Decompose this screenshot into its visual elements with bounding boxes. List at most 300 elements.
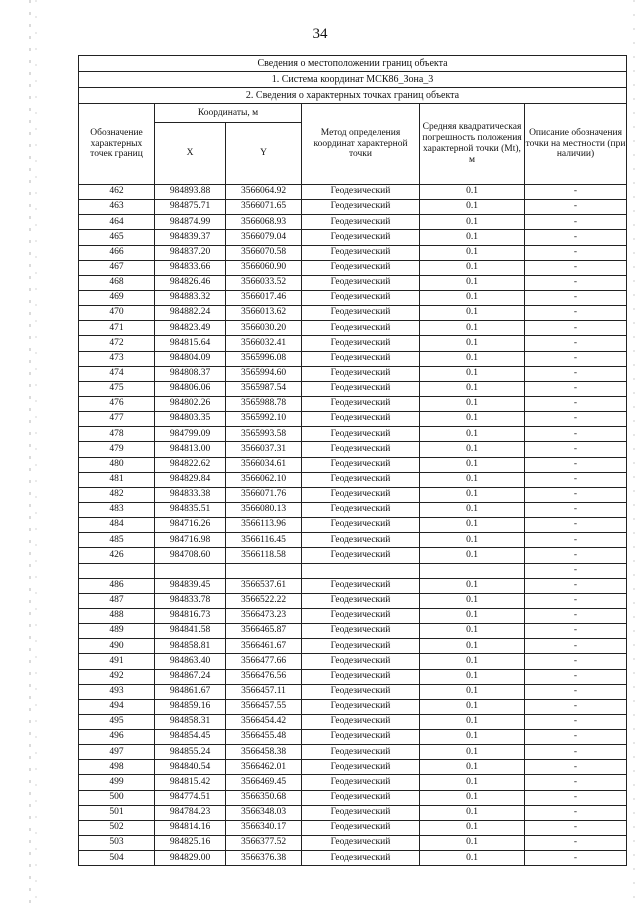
accuracy-cell: 0.1: [420, 533, 525, 548]
method-cell: Геодезический: [302, 487, 420, 502]
description-cell: -: [525, 381, 627, 396]
table-row: [79, 608, 627, 623]
table-body: [79, 185, 627, 866]
table-row: [79, 185, 627, 200]
y-coordinate-cell: 3566457.55: [226, 699, 302, 714]
x-coordinate-cell: 984815.42: [155, 775, 226, 790]
x-coordinate-cell: 984808.37: [155, 366, 226, 381]
y-coordinate-cell: 3566455.48: [226, 730, 302, 745]
description-cell: -: [525, 230, 627, 245]
description-cell: -: [525, 790, 627, 805]
y-coordinate-cell: 3566079.04: [226, 230, 302, 245]
description-cell: -: [525, 654, 627, 669]
point-id-cell: 503: [79, 836, 155, 851]
point-id-cell: 481: [79, 472, 155, 487]
accuracy-cell: 0.1: [420, 518, 525, 533]
method-cell: Геодезический: [302, 275, 420, 290]
accuracy-cell: 0.1: [420, 260, 525, 275]
accuracy-cell: [420, 563, 525, 578]
point-id-cell: 498: [79, 760, 155, 775]
y-coordinate-cell: 3566476.56: [226, 669, 302, 684]
x-coordinate-cell: 984861.67: [155, 684, 226, 699]
description-cell: -: [525, 472, 627, 487]
accuracy-cell: 0.1: [420, 336, 525, 351]
point-id-cell: 426: [79, 548, 155, 563]
table-row: [79, 502, 627, 517]
x-coordinate-cell: 984822.62: [155, 457, 226, 472]
y-coordinate-cell: 3566348.03: [226, 805, 302, 820]
y-coordinate-cell: 3566350.68: [226, 790, 302, 805]
accuracy-cell: 0.1: [420, 699, 525, 714]
y-coordinate-cell: 3566537.61: [226, 578, 302, 593]
x-coordinate-cell: 984893.88: [155, 185, 226, 200]
y-coordinate-cell: 3566457.11: [226, 684, 302, 699]
description-cell: -: [525, 775, 627, 790]
accuracy-cell: 0.1: [420, 487, 525, 502]
x-coordinate-cell: 984813.00: [155, 442, 226, 457]
description-cell: -: [525, 260, 627, 275]
point-id-cell: 486: [79, 578, 155, 593]
accuracy-cell: 0.1: [420, 245, 525, 260]
accuracy-cell: 0.1: [420, 472, 525, 487]
accuracy-cell: 0.1: [420, 230, 525, 245]
description-cell: -: [525, 427, 627, 442]
y-coordinate-cell: 3566064.92: [226, 185, 302, 200]
description-cell: -: [525, 321, 627, 336]
point-id-cell: 464: [79, 215, 155, 230]
point-id-cell: 462: [79, 185, 155, 200]
description-cell: -: [525, 669, 627, 684]
accuracy-cell: 0.1: [420, 548, 525, 563]
point-id-cell: 476: [79, 396, 155, 411]
method-cell: Геодезический: [302, 730, 420, 745]
accuracy-cell: 0.1: [420, 669, 525, 684]
point-id-cell: 465: [79, 230, 155, 245]
description-cell: -: [525, 275, 627, 290]
x-coordinate-cell: 984833.66: [155, 260, 226, 275]
x-coordinate-cell: 984708.60: [155, 548, 226, 563]
table-row: [79, 260, 627, 275]
method-cell: Геодезический: [302, 851, 420, 866]
description-cell: -: [525, 185, 627, 200]
description-cell: -: [525, 487, 627, 502]
method-cell: Геодезический: [302, 760, 420, 775]
description-cell: -: [525, 548, 627, 563]
point-id-cell: 482: [79, 487, 155, 502]
accuracy-cell: 0.1: [420, 306, 525, 321]
table-row: [79, 351, 627, 366]
table-row: [79, 654, 627, 669]
x-coordinate-cell: 984814.16: [155, 820, 226, 835]
y-coordinate-cell: 3566454.42: [226, 714, 302, 729]
accuracy-cell: 0.1: [420, 275, 525, 290]
point-id-cell: 502: [79, 820, 155, 835]
x-coordinate-cell: 984882.24: [155, 306, 226, 321]
point-id-cell: 467: [79, 260, 155, 275]
table-row: [79, 851, 627, 866]
point-id-cell: 473: [79, 351, 155, 366]
y-coordinate-cell: 3566458.38: [226, 745, 302, 760]
point-id-cell: 484: [79, 518, 155, 533]
table-row: [79, 321, 627, 336]
table-row: [79, 624, 627, 639]
description-cell: -: [525, 215, 627, 230]
point-id-cell: 487: [79, 593, 155, 608]
y-coordinate-cell: 3566032.41: [226, 336, 302, 351]
description-cell: -: [525, 563, 627, 578]
method-cell: Геодезический: [302, 336, 420, 351]
x-coordinate-cell: 984883.32: [155, 290, 226, 305]
method-cell: Геодезический: [302, 457, 420, 472]
x-coordinate-cell: 984835.51: [155, 502, 226, 517]
method-cell: Геодезический: [302, 381, 420, 396]
method-cell: Геодезический: [302, 790, 420, 805]
header-x: X: [155, 123, 226, 185]
table-row: [79, 487, 627, 502]
description-cell: -: [525, 366, 627, 381]
point-id-cell: 469: [79, 290, 155, 305]
table-title: Сведения о местоположении границ объекта: [79, 56, 627, 72]
x-coordinate-cell: 984855.24: [155, 745, 226, 760]
coordinate-system-title: 1. Система координат МСК86_Зона_3: [79, 72, 627, 88]
y-coordinate-cell: 3565994.60: [226, 366, 302, 381]
method-cell: Геодезический: [302, 230, 420, 245]
x-coordinate-cell: 984874.99: [155, 215, 226, 230]
y-coordinate-cell: 3566473.23: [226, 608, 302, 623]
accuracy-cell: 0.1: [420, 215, 525, 230]
header-method: Метод определения координат характерной точки: [302, 104, 420, 185]
x-coordinate-cell: 984841.58: [155, 624, 226, 639]
y-coordinate-cell: 3566461.67: [226, 639, 302, 654]
method-cell: [302, 563, 420, 578]
x-coordinate-cell: 984858.81: [155, 639, 226, 654]
table-row: [79, 563, 627, 578]
point-id-cell: 491: [79, 654, 155, 669]
table-row: [79, 533, 627, 548]
method-cell: Геодезический: [302, 548, 420, 563]
y-coordinate-cell: 3566017.46: [226, 290, 302, 305]
description-cell: -: [525, 351, 627, 366]
table-row: [79, 518, 627, 533]
description-cell: -: [525, 714, 627, 729]
table-row: [79, 745, 627, 760]
method-cell: Геодезический: [302, 593, 420, 608]
y-coordinate-cell: 3566113.96: [226, 518, 302, 533]
header-coordinates: Координаты, м: [155, 104, 302, 123]
boundary-points-table-wrap: [78, 55, 626, 866]
point-id-cell: 470: [79, 306, 155, 321]
accuracy-cell: 0.1: [420, 639, 525, 654]
x-coordinate-cell: 984840.54: [155, 760, 226, 775]
y-coordinate-cell: 3566030.20: [226, 321, 302, 336]
table-row: [79, 775, 627, 790]
x-coordinate-cell: 984826.46: [155, 275, 226, 290]
description-cell: -: [525, 639, 627, 654]
method-cell: Геодезический: [302, 396, 420, 411]
point-id-cell: 496: [79, 730, 155, 745]
x-coordinate-cell: 984859.16: [155, 699, 226, 714]
description-cell: -: [525, 608, 627, 623]
method-cell: Геодезический: [302, 775, 420, 790]
x-coordinate-cell: 984854.45: [155, 730, 226, 745]
point-id-cell: 472: [79, 336, 155, 351]
table-row: [79, 442, 627, 457]
table-row: [79, 760, 627, 775]
table-row: [79, 290, 627, 305]
point-id-cell: 489: [79, 624, 155, 639]
accuracy-cell: 0.1: [420, 200, 525, 215]
y-coordinate-cell: 3566465.87: [226, 624, 302, 639]
description-cell: -: [525, 593, 627, 608]
point-id-cell: 475: [79, 381, 155, 396]
method-cell: Геодезический: [302, 684, 420, 699]
table-row: [79, 730, 627, 745]
method-cell: Геодезический: [302, 714, 420, 729]
y-coordinate-cell: 3566062.10: [226, 472, 302, 487]
table-row: [79, 669, 627, 684]
table-row: [79, 639, 627, 654]
description-cell: -: [525, 412, 627, 427]
method-cell: Геодезический: [302, 502, 420, 517]
method-cell: Геодезический: [302, 260, 420, 275]
x-coordinate-cell: 984867.24: [155, 669, 226, 684]
accuracy-cell: 0.1: [420, 457, 525, 472]
description-cell: -: [525, 684, 627, 699]
x-coordinate-cell: [155, 563, 226, 578]
method-cell: Геодезический: [302, 412, 420, 427]
table-row: [79, 412, 627, 427]
description-cell: -: [525, 760, 627, 775]
point-id-cell: 485: [79, 533, 155, 548]
method-cell: Геодезический: [302, 669, 420, 684]
y-coordinate-cell: 3565987.54: [226, 381, 302, 396]
description-cell: -: [525, 699, 627, 714]
table-row: [79, 805, 627, 820]
method-cell: Геодезический: [302, 805, 420, 820]
y-coordinate-cell: 3566033.52: [226, 275, 302, 290]
method-cell: Геодезический: [302, 745, 420, 760]
y-coordinate-cell: 3566477.66: [226, 654, 302, 669]
accuracy-cell: 0.1: [420, 185, 525, 200]
accuracy-cell: 0.1: [420, 654, 525, 669]
table-row: [79, 200, 627, 215]
accuracy-cell: 0.1: [420, 290, 525, 305]
y-coordinate-cell: 3566071.65: [226, 200, 302, 215]
point-id-cell: 495: [79, 714, 155, 729]
description-cell: -: [525, 442, 627, 457]
accuracy-cell: 0.1: [420, 396, 525, 411]
accuracy-cell: 0.1: [420, 836, 525, 851]
table-row: [79, 275, 627, 290]
x-coordinate-cell: 984875.71: [155, 200, 226, 215]
y-coordinate-cell: 3566340.17: [226, 820, 302, 835]
point-id-cell: 483: [79, 502, 155, 517]
table-row: [79, 714, 627, 729]
y-coordinate-cell: 3566080.13: [226, 502, 302, 517]
y-coordinate-cell: 3565988.78: [226, 396, 302, 411]
point-id-cell: 474: [79, 366, 155, 381]
description-cell: -: [525, 518, 627, 533]
point-id-cell: 493: [79, 684, 155, 699]
x-coordinate-cell: 984799.09: [155, 427, 226, 442]
y-coordinate-cell: [226, 563, 302, 578]
y-coordinate-cell: 3566071.76: [226, 487, 302, 502]
y-coordinate-cell: 3566037.31: [226, 442, 302, 457]
table-row: [79, 472, 627, 487]
method-cell: Геодезический: [302, 836, 420, 851]
x-coordinate-cell: 984839.45: [155, 578, 226, 593]
point-id-cell: 499: [79, 775, 155, 790]
table-row: [79, 336, 627, 351]
table-row: [79, 396, 627, 411]
description-cell: -: [525, 336, 627, 351]
description-cell: -: [525, 851, 627, 866]
y-coordinate-cell: 3566070.58: [226, 245, 302, 260]
accuracy-cell: 0.1: [420, 714, 525, 729]
boundary-points-table: [78, 55, 627, 866]
method-cell: Геодезический: [302, 608, 420, 623]
x-coordinate-cell: 984774.51: [155, 790, 226, 805]
table-row: [79, 578, 627, 593]
description-cell: -: [525, 457, 627, 472]
point-id-cell: 480: [79, 457, 155, 472]
accuracy-cell: 0.1: [420, 427, 525, 442]
accuracy-cell: 0.1: [420, 381, 525, 396]
table-row: [79, 245, 627, 260]
point-id-cell: 501: [79, 805, 155, 820]
accuracy-cell: 0.1: [420, 442, 525, 457]
accuracy-cell: 0.1: [420, 851, 525, 866]
y-coordinate-cell: 3566377.52: [226, 836, 302, 851]
method-cell: Геодезический: [302, 321, 420, 336]
x-coordinate-cell: 984815.64: [155, 336, 226, 351]
accuracy-cell: 0.1: [420, 366, 525, 381]
accuracy-cell: 0.1: [420, 760, 525, 775]
description-cell: -: [525, 290, 627, 305]
method-cell: Геодезический: [302, 654, 420, 669]
header-description: Описание обозначения точки на местности (при наличии): [525, 104, 627, 185]
description-cell: -: [525, 578, 627, 593]
point-id-cell: 477: [79, 412, 155, 427]
point-id-cell: 494: [79, 699, 155, 714]
x-coordinate-cell: 984833.38: [155, 487, 226, 502]
y-coordinate-cell: 3566462.01: [226, 760, 302, 775]
accuracy-cell: 0.1: [420, 412, 525, 427]
table-row: [79, 593, 627, 608]
point-id-cell: 492: [79, 669, 155, 684]
accuracy-cell: 0.1: [420, 790, 525, 805]
description-cell: -: [525, 624, 627, 639]
method-cell: Геодезический: [302, 442, 420, 457]
accuracy-cell: 0.1: [420, 578, 525, 593]
method-cell: Геодезический: [302, 245, 420, 260]
description-cell: -: [525, 200, 627, 215]
method-cell: Геодезический: [302, 215, 420, 230]
x-coordinate-cell: 984803.35: [155, 412, 226, 427]
table-row: [79, 366, 627, 381]
x-coordinate-cell: 984833.78: [155, 593, 226, 608]
description-cell: -: [525, 745, 627, 760]
y-coordinate-cell: 3566116.45: [226, 533, 302, 548]
y-coordinate-cell: 3566118.58: [226, 548, 302, 563]
x-coordinate-cell: 984825.16: [155, 836, 226, 851]
point-id-cell: 504: [79, 851, 155, 866]
x-coordinate-cell: 984806.06: [155, 381, 226, 396]
x-coordinate-cell: 984816.73: [155, 608, 226, 623]
table-row: [79, 230, 627, 245]
method-cell: Геодезический: [302, 290, 420, 305]
y-coordinate-cell: 3566013.62: [226, 306, 302, 321]
y-coordinate-cell: 3566376.38: [226, 851, 302, 866]
method-cell: Геодезический: [302, 639, 420, 654]
table-row: [79, 457, 627, 472]
y-coordinate-cell: 3565992.10: [226, 412, 302, 427]
method-cell: Геодезический: [302, 185, 420, 200]
accuracy-cell: 0.1: [420, 593, 525, 608]
accuracy-cell: 0.1: [420, 608, 525, 623]
x-coordinate-cell: 984829.84: [155, 472, 226, 487]
description-cell: -: [525, 820, 627, 835]
point-id-cell: [79, 563, 155, 578]
description-cell: -: [525, 730, 627, 745]
point-id-cell: 463: [79, 200, 155, 215]
y-coordinate-cell: 3566068.93: [226, 215, 302, 230]
table-row: [79, 427, 627, 442]
y-coordinate-cell: 3565993.58: [226, 427, 302, 442]
x-coordinate-cell: 984804.09: [155, 351, 226, 366]
method-cell: Геодезический: [302, 578, 420, 593]
table-row: [79, 215, 627, 230]
method-cell: Геодезический: [302, 699, 420, 714]
accuracy-cell: 0.1: [420, 624, 525, 639]
table-row: [79, 790, 627, 805]
method-cell: Геодезический: [302, 351, 420, 366]
description-cell: -: [525, 245, 627, 260]
table-row: [79, 548, 627, 563]
y-coordinate-cell: 3566522.22: [226, 593, 302, 608]
accuracy-cell: 0.1: [420, 351, 525, 366]
header-accuracy: Средняя квадратическая погрешность положения характерной точки (Mt), м: [420, 104, 525, 185]
method-cell: Геодезический: [302, 472, 420, 487]
method-cell: Геодезический: [302, 533, 420, 548]
y-coordinate-cell: 3566034.61: [226, 457, 302, 472]
accuracy-cell: 0.1: [420, 502, 525, 517]
method-cell: Геодезический: [302, 427, 420, 442]
accuracy-cell: 0.1: [420, 730, 525, 745]
x-coordinate-cell: 984839.37: [155, 230, 226, 245]
accuracy-cell: 0.1: [420, 745, 525, 760]
y-coordinate-cell: 3566060.90: [226, 260, 302, 275]
point-id-cell: 466: [79, 245, 155, 260]
accuracy-cell: 0.1: [420, 775, 525, 790]
x-coordinate-cell: 984858.31: [155, 714, 226, 729]
x-coordinate-cell: 984837.20: [155, 245, 226, 260]
method-cell: Геодезический: [302, 366, 420, 381]
x-coordinate-cell: 984784.23: [155, 805, 226, 820]
x-coordinate-cell: 984716.98: [155, 533, 226, 548]
point-id-cell: 490: [79, 639, 155, 654]
header-y: Y: [226, 123, 302, 185]
accuracy-cell: 0.1: [420, 684, 525, 699]
table-row: [79, 381, 627, 396]
point-id-cell: 468: [79, 275, 155, 290]
point-id-cell: 471: [79, 321, 155, 336]
method-cell: Геодезический: [302, 624, 420, 639]
description-cell: -: [525, 533, 627, 548]
point-id-cell: 479: [79, 442, 155, 457]
table-row: [79, 684, 627, 699]
x-coordinate-cell: 984716.26: [155, 518, 226, 533]
